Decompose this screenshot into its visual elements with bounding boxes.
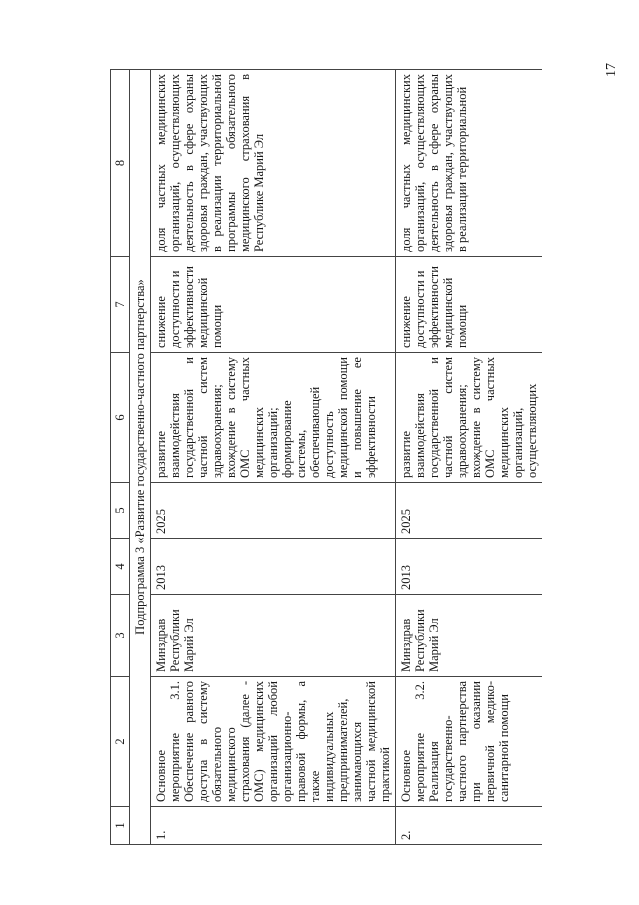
expected-result: снижение доступности и эффективности медицинской помощи [396, 257, 543, 353]
col-header-3: 3 [111, 595, 130, 677]
measure-content: развитие взаимодействия государственной и частной систем здравоохранения; вхождение в систему ОМС частных медицинских организаций; формирование системы, обеспечивающей доступность медицинской помощи и повышение ее эффективности [151, 353, 396, 483]
page-number: 17 [604, 63, 619, 77]
row-number: 1. [151, 807, 396, 845]
executor: Минздрав Республики Марий Эл [396, 595, 543, 677]
col-header-8: 8 [111, 70, 130, 257]
col-header-2: 2 [111, 677, 130, 807]
indicator: доля частных медицинских организаций, осуществляющих деятельность в сфере охраны здоровья граждан, участвующих в реализации территориальной программы обязательного медицинского страхования в Республике Марий Эл [151, 70, 396, 257]
subprogram-row [130, 70, 151, 845]
document-sheet [110, 70, 570, 845]
subprogram-title: Подпрограмма 3 «Развитие государственно-частного партнерства» [130, 70, 151, 845]
indicator: доля частных медицинских организаций, осуществляющих деятельность в сфере охраны здоровья граждан, участвующих в реализации территориальной [396, 70, 543, 257]
row-number: 2. [396, 807, 543, 845]
table-row [396, 70, 543, 845]
col-header-5: 5 [111, 483, 130, 539]
column-number-row [111, 70, 130, 845]
col-header-6: 6 [111, 353, 130, 483]
measure-content: развитие взаимодействия государственной и частной систем здравоохранения; вхождение в систему ОМС частных медицинских организаций, осуществляющих [396, 353, 543, 483]
end-year: 2025 [396, 483, 543, 539]
expected-result: снижение доступности и эффективности медицинской помощи [151, 257, 396, 353]
measure-name: Основное мероприятие 3.2. Реализация государственно-частного партнерства при оказании первичной медико-санитарной помощи [396, 677, 543, 807]
col-header-4: 4 [111, 539, 130, 595]
end-year: 2025 [151, 483, 396, 539]
start-year: 2013 [151, 539, 396, 595]
measures-table [110, 69, 542, 845]
col-header-1: 1 [111, 807, 130, 845]
executor: Минздрав Республики Марий Эл [151, 595, 396, 677]
start-year: 2013 [396, 539, 543, 595]
col-header-7: 7 [111, 257, 130, 353]
measure-name: Основное мероприятие 3.1. Обеспечение равного доступа в систему обязательного медицинского страхования (далее - ОМС) медицинских организаций любой организационно-правовой формы, а также индивидуальных предпринимателей, занимающихся частной медицинской практикой [151, 677, 396, 807]
table-row [151, 70, 396, 845]
